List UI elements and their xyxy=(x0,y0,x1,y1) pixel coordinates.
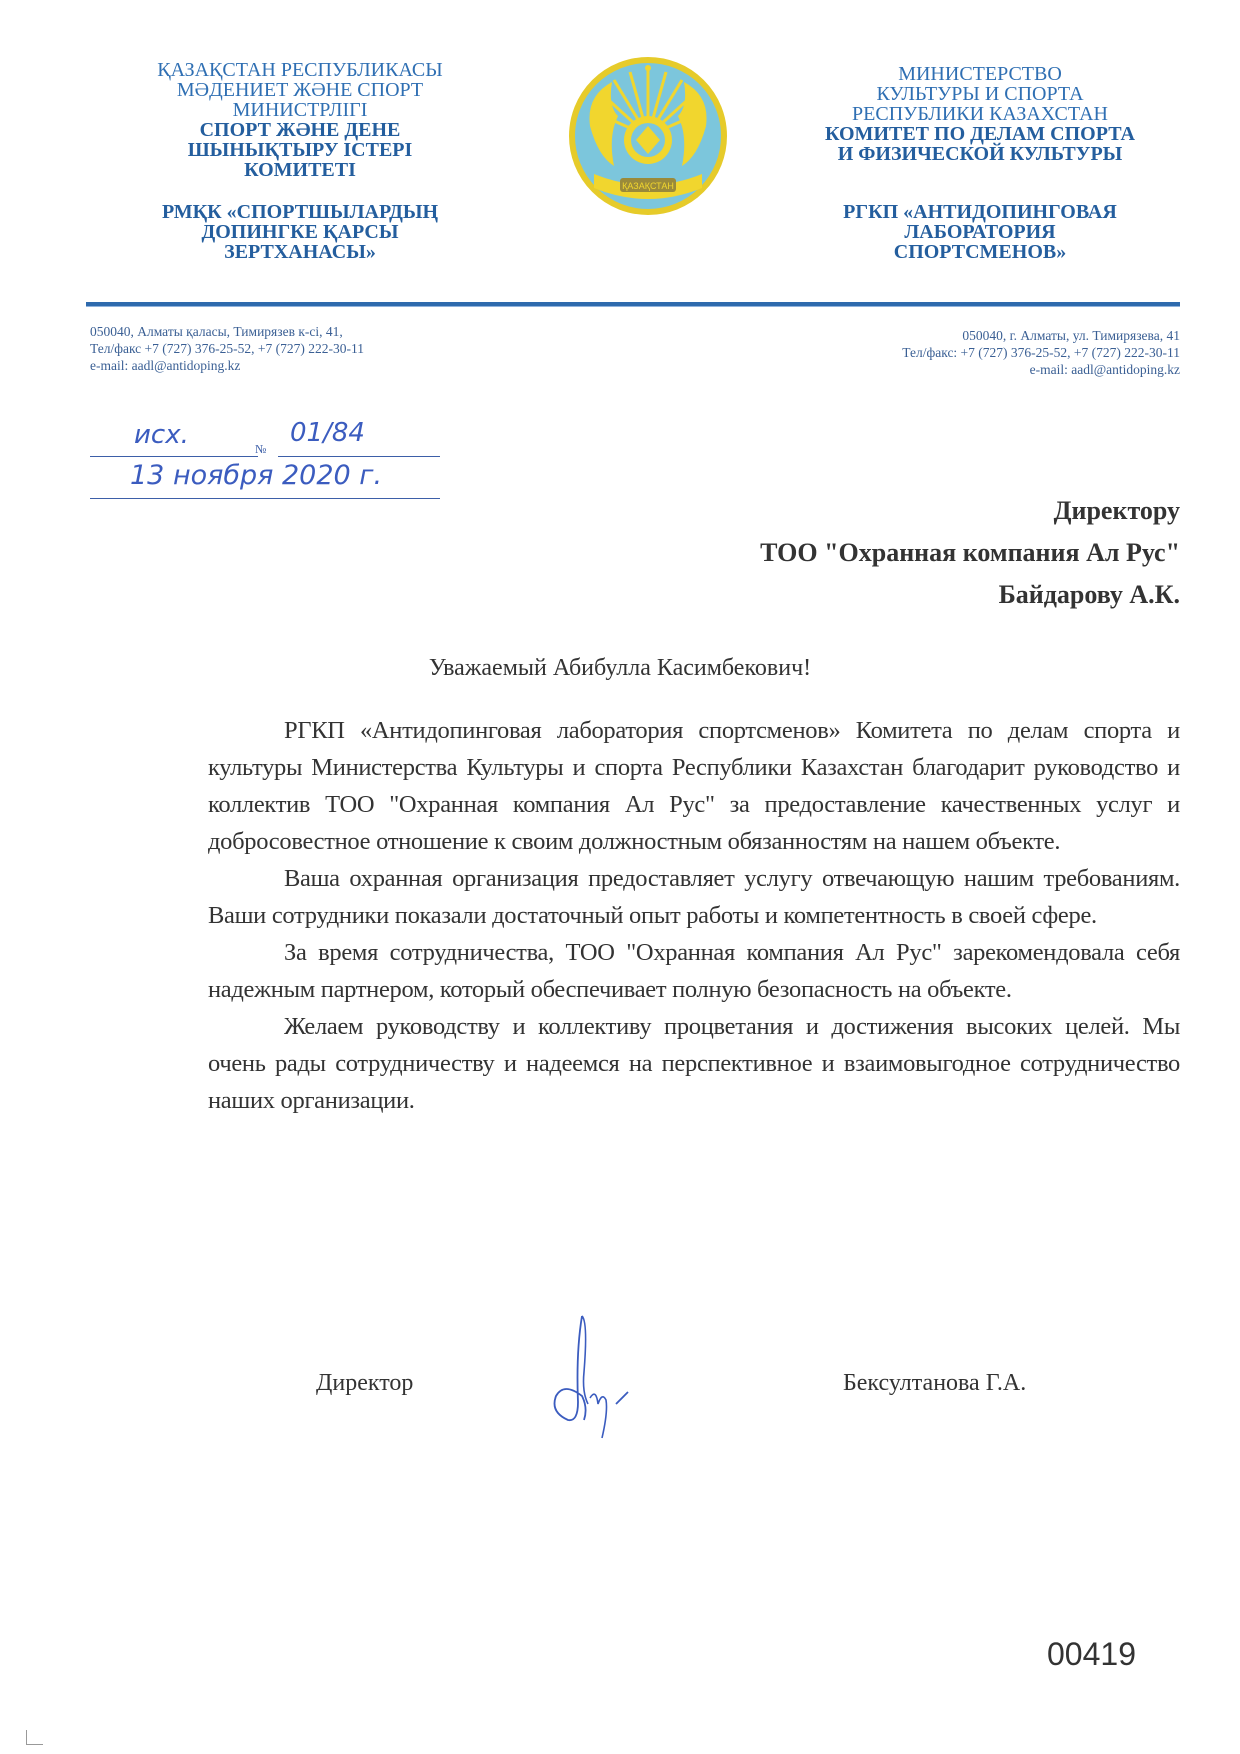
header-divider xyxy=(86,302,1180,306)
address-line: 050040, Алматы қаласы, Тимирязев к-сі, 41, xyxy=(90,324,343,339)
ministry-line: МИНИСТЕРСТВО xyxy=(898,63,1062,85)
body-paragraph: За время сотрудничества, ТОО "Охранная компания Ал Рус" зарекомендовала себя надежным партнером, который обеспечивает полную безопасность на объекте. xyxy=(208,939,1180,1003)
ministry-line: ҚАЗАҚСТАН РЕСПУБЛИКАСЫ xyxy=(157,59,443,81)
emblem-ribbon-text: ҚАЗАҚСТАН xyxy=(622,181,674,191)
ministry-line: КУЛЬТУРЫ И СПОРТА xyxy=(876,83,1084,105)
committee-line: СПОРТ ЖӘНЕ ДЕНЕ xyxy=(199,119,401,141)
recipient-name: Байдарову А.К. xyxy=(998,580,1180,609)
ministry-line: МИНИСТРЛІГІ xyxy=(232,99,368,121)
signatory-title: Директор xyxy=(316,1370,414,1396)
email-line: e-mail: aadl@antidoping.kz xyxy=(90,358,241,373)
recipient-company: ТОО "Охранная компания Ал Рус" xyxy=(760,538,1180,567)
header-kazakh xyxy=(120,60,480,262)
org-line: РМҚК «СПОРТШЫЛАРДЫҢ xyxy=(161,201,439,223)
salutation: Уважаемый Абибулла Касимбекович! xyxy=(428,655,812,681)
email-line: e-mail: aadl@antidoping.kz xyxy=(1029,362,1180,377)
committee-line: КОМИТЕТІ xyxy=(244,159,356,181)
state-emblem-icon xyxy=(568,56,728,216)
org-line: ЗЕРТХАНАСЫ» xyxy=(224,241,376,263)
org-line: РГКП «АНТИДОПИНГОВАЯ xyxy=(843,201,1117,223)
handwritten-signature-icon xyxy=(548,1312,658,1442)
scan-corner-mark xyxy=(26,1730,43,1745)
committee-line: КОМИТЕТ ПО ДЕЛАМ СПОРТА xyxy=(825,123,1135,145)
body-paragraph: Ваша охранная организация предоставляет услугу отвечающую нашим требованиям. Ваши сотрудники показали достаточный опыт работы и компетентность в своей сфере. xyxy=(208,865,1180,929)
committee-line: ШЫНЫҚТЫРУ ІСТЕРІ xyxy=(187,139,413,161)
body-paragraph: Желаем руководству и коллективу процветания и достижения высоких целей. Мы очень рады сотрудничеству и надеемся на перспективное и взаимовыгодное сотрудничество наших организации. xyxy=(208,1013,1180,1114)
number-sign: № xyxy=(255,442,267,456)
ministry-line: РЕСПУБЛИКИ КАЗАХСТАН xyxy=(852,103,1108,125)
committee-line: И ФИЗИЧЕСКОЙ КУЛЬТУРЫ xyxy=(837,143,1123,165)
recipient-position: Директору xyxy=(1053,496,1180,525)
org-line: ДОПИНГКЕ ҚАРСЫ xyxy=(201,221,399,243)
outgoing-number: 01/84 xyxy=(290,418,365,448)
org-line: ЛАБОРАТОРИЯ xyxy=(904,221,1056,243)
address-russian xyxy=(902,327,1180,378)
ministry-line: МӘДЕНИЕТ ЖӘНЕ СПОРТ xyxy=(176,79,424,101)
recipient-block xyxy=(760,490,1180,616)
signatory-name: Бексултанова Г.А. xyxy=(843,1370,1027,1396)
body-paragraph: РГКП «Антидопинговая лаборатория спортсменов» Комитета по делам спорта и культуры Министерства Культуры и спорта Республики Казахстан благодарит руководство и коллектив ТОО "Охранная компания Ал Рус" за предоставление качественных услуг и добросовестное отношение к своим должностным обязанностям на нашем объекте. xyxy=(208,717,1180,855)
address-kazakh xyxy=(90,323,364,374)
phone-line: Тел/факс +7 (727) 376-25-52, +7 (727) 222-30-11 xyxy=(90,341,364,356)
document-number: 00419 xyxy=(1047,1636,1136,1672)
letter-body xyxy=(208,712,1180,1119)
outgoing-prefix: исх. xyxy=(134,420,189,450)
org-line: СПОРТСМЕНОВ» xyxy=(893,241,1067,263)
phone-line: Тел/факс: +7 (727) 376-25-52, +7 (727) 222-30-11 xyxy=(902,345,1180,360)
header-russian xyxy=(790,64,1170,262)
address-line: 050040, г. Алматы, ул. Тимирязева, 41 xyxy=(962,328,1180,343)
outgoing-reference xyxy=(90,418,440,508)
outgoing-date: 13 ноября 2020 г. xyxy=(130,460,383,491)
